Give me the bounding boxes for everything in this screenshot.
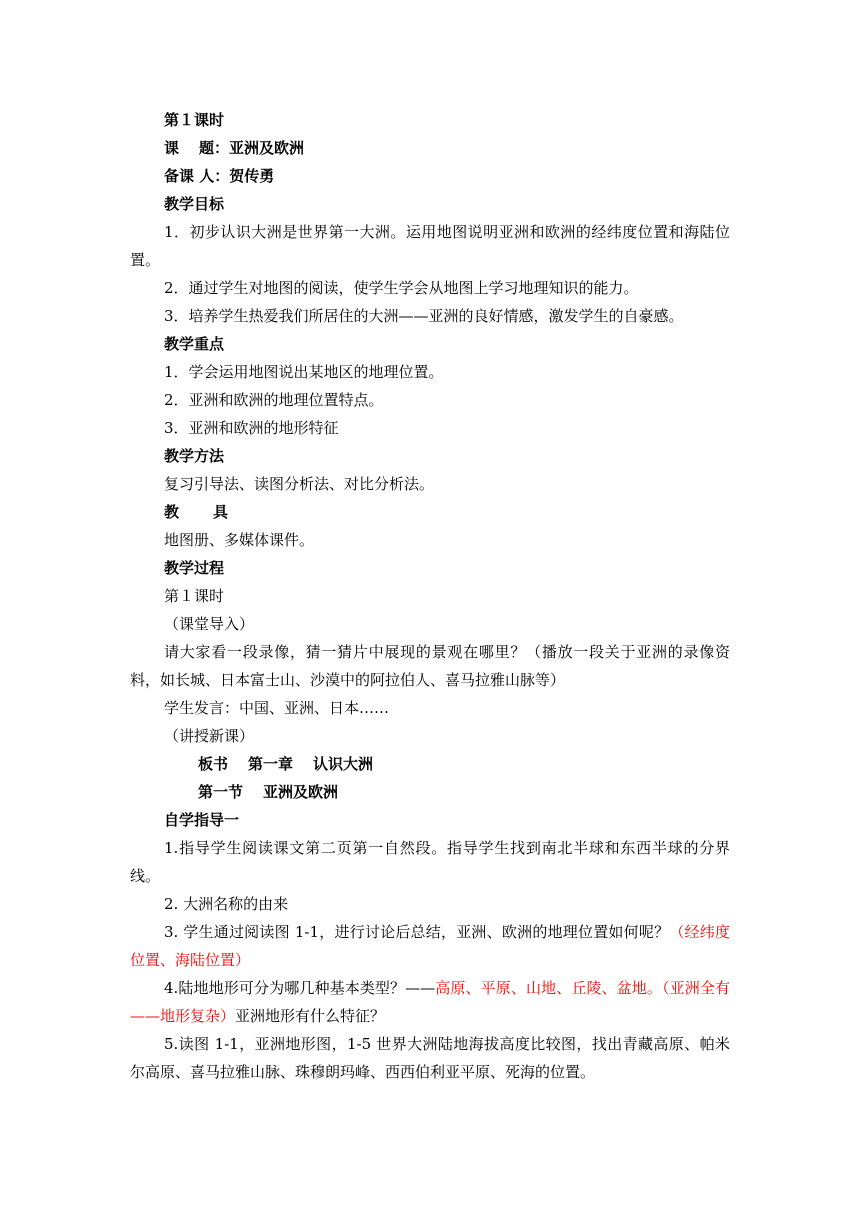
self-study-item: 5.读图 1-1，亚洲地形图，1-5 世界大洲陆地海拔高度比较图，找出青藏高原、帕米尔高原、喜马拉雅山脉、珠穆朗玛峰、西西伯利亚平原、死海的位置。	[130, 1035, 730, 1081]
tools-heading-b: 具	[213, 503, 229, 521]
self-study-item	[130, 974, 730, 1030]
lesson-number: 第１课时	[164, 111, 225, 129]
topic-label-tail: 题：	[199, 139, 230, 157]
objective-item: 2．通过学生对地图的阅读，使学生学会从地图上学习地理知识的能力。	[164, 279, 639, 297]
self-study-item4-followup: 亚洲地形有什么特征？	[235, 1007, 386, 1025]
new-lesson-label: （讲授新课）	[164, 727, 255, 745]
document-page	[130, 106, 730, 1086]
methods-text: 复习引导法、读图分析法、对比分析法。	[164, 475, 435, 493]
objective-item: 3．培养学生热爱我们所居住的大洲——亚洲的良好情感，激发学生的自豪感。	[164, 307, 684, 325]
key-point-item: 1．学会运用地图说出某地区的地理位置。	[164, 363, 444, 381]
tools-heading	[130, 498, 730, 526]
self-study-heading: 自学指导一	[164, 811, 240, 829]
board-section-line	[130, 778, 730, 806]
topic-label: 课	[164, 139, 180, 157]
intro-text: 请大家看一段录像，猜一猜片中展现的景观在哪里？（播放一段关于亚洲的录像资料，如长城、日本富士山、沙漠中的阿拉伯人、喜马拉雅山脉等）	[130, 643, 730, 689]
key-point-item: 2．亚洲和欧洲的地理位置特点。	[164, 391, 384, 409]
objectives-heading: 教学目标	[164, 195, 225, 213]
preparer-label: 备课 人：	[164, 167, 230, 185]
tools-text: 地图册、多媒体课件。	[164, 531, 315, 549]
topic-line	[130, 134, 730, 162]
preparer-line	[130, 162, 730, 190]
topic-value: 亚洲及欧洲	[229, 139, 305, 157]
process-heading: 教学过程	[164, 559, 225, 577]
self-study-item4-answer: 高原、平原、山地、丘陵、盆地。（亚洲全有——地形复杂）	[130, 979, 730, 1025]
tools-heading-a: 教	[164, 503, 180, 521]
intro-label: （课堂导入）	[164, 615, 255, 633]
self-study-item4-question: 4.陆地地形可分为哪几种基本类型？——	[164, 979, 436, 997]
key-point-item: 3．亚洲和欧洲的地形特征	[164, 419, 339, 437]
student-text: 学生发言：中国、亚洲、日本……	[164, 699, 390, 717]
board-chapter-line	[130, 750, 730, 778]
self-study-item: 1.指导学生阅读课文第二页第一自然段。指导学生找到南北半球和东西半球的分界线。	[130, 839, 730, 885]
key-points-heading: 教学重点	[164, 335, 225, 353]
process-lesson-number: 第１课时	[164, 587, 225, 605]
chapter-number: 第一章	[248, 755, 294, 773]
self-study-item	[130, 918, 730, 974]
board-label: 板书	[198, 755, 229, 773]
chapter-title: 认识大洲	[313, 755, 374, 773]
self-study-item3-text: 3. 学生通过阅读图 1-1，进行讨论后总结，亚洲、欧洲的地理位置如何呢？	[164, 923, 670, 941]
self-study-item: 2. 大洲名称的由来	[164, 895, 289, 913]
preparer-value: 贺传勇	[229, 167, 275, 185]
section-number: 第一节	[198, 783, 244, 801]
objective-item: 1．初步认识大洲是世界第一大洲。运用地图说明亚洲和欧洲的经纬度位置和海陆位置。	[130, 223, 730, 269]
self-study-item3-answer: （经纬度位置、海陆位置）	[130, 923, 730, 969]
methods-heading: 教学方法	[164, 447, 225, 465]
section-title: 亚洲及欧洲	[263, 783, 339, 801]
